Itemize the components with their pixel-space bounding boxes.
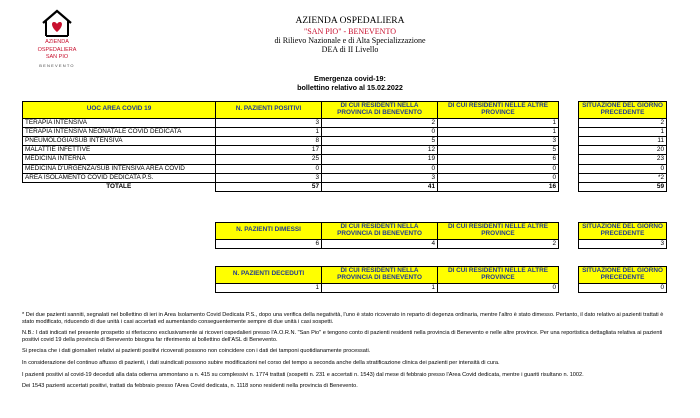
deceduti-values-row [216, 283, 667, 292]
row-prec: 11 [579, 136, 667, 145]
logo-line-4: BENEVENTO [39, 62, 75, 68]
row-bn: 3 [322, 173, 438, 182]
row-positivi: 1 [216, 127, 322, 136]
row-name: TERAPIA INTENSIVA [23, 118, 216, 127]
table-row [23, 136, 667, 145]
row-altre: 1 [438, 127, 559, 136]
deceduti-header-row [216, 267, 667, 284]
dimessi-header-row [216, 223, 667, 240]
main-table-body [23, 118, 667, 182]
dimessi-bn: 4 [322, 239, 438, 248]
table-row [23, 164, 667, 173]
dimessi-header-bn: DI CUI RESIDENTI NELLA PROVINCIA DI BENEVENTO [322, 223, 438, 240]
table-row [23, 127, 667, 136]
dimessi-header-altre: DI CUI RESIDENTI NELLE ALTRE PROVINCE [438, 223, 559, 240]
table-row [23, 146, 667, 155]
dimessi-header-count: N. PAZIENTI DIMESSI [216, 223, 322, 240]
row-altre: 5 [438, 146, 559, 155]
deceduti-header-prec: SITUAZIONE DEL GIORNO PRECEDENTE [579, 267, 667, 284]
table-row [23, 118, 667, 127]
row-altre: 0 [438, 164, 559, 173]
spacer-cell [559, 146, 579, 155]
row-bn: 19 [322, 155, 438, 164]
row-bn: 5 [322, 136, 438, 145]
dimessi-values-row [216, 239, 667, 248]
spacer-cell [559, 164, 579, 173]
house-heart-icon [40, 8, 74, 38]
spacer-cell [559, 127, 579, 136]
spacer-cell [559, 102, 579, 119]
total-bn: 41 [322, 182, 438, 191]
spacer-cell [559, 223, 579, 240]
note-paragraph: * Dei due pazienti sanniti, segnalati nel bollettino di ieri in Area Isolamento Covid Dedicata P.S., dopo una verifica della negatività, l'uno è stato ricoverato in reparto di degenza ordinaria, mentre l'altro è stato dimesso. Pertanto, il dato relativo ai pazienti trattati è stato modificato, riducendo di due unità i casi accertati ed aumentando conseguentemente sempre di due unità i casi sospetti. [22, 312, 664, 325]
col-header-positivi: N. PAZIENTI POSITIVI [216, 102, 322, 119]
spacer-cell [559, 283, 579, 292]
col-header-altre: DI CUI RESIDENTI NELLE ALTRE PROVINCE [438, 102, 559, 119]
logo-line-2: OSPEDALIERA [37, 46, 77, 53]
row-prec: *2 [579, 173, 667, 182]
hospital-logo [22, 8, 92, 70]
note-paragraph: Dei 1543 pazienti accertati positivi, trattati da febbraio presso l'Area Covid dedicata, n. 1118 sono residenti nella provincia di Benevento. [22, 383, 358, 390]
spacer-cell [559, 267, 579, 284]
row-prec: 0 [579, 164, 667, 173]
note-paragraph: N.B.: I dati indicati nel presente prospetto si riferiscono esclusivamente ai ricoveri ospedalieri presso l'A.O.R.N. "San Pio" e tengono conto di pazienti residenti nella provincia di Benevento e nelle altre province. Per una reportistica dettagliata relativa ai pazienti positivi covid 19 della provincia di Benevento bisogna far riferimento al bollettino dell'ASL di Benevento. [22, 330, 663, 343]
deceduti-altre: 0 [438, 283, 559, 292]
row-bn: 12 [322, 146, 438, 155]
logo-line-1: AZIENDA [45, 39, 69, 45]
row-positivi: 3 [216, 173, 322, 182]
row-bn: 2 [322, 118, 438, 127]
row-altre: 0 [438, 173, 559, 182]
header-line-4: DEA di II Livello [321, 45, 379, 55]
spacer-cell [559, 173, 579, 182]
header-subtitle: "SAN PIO" - BENEVENTO [304, 27, 396, 36]
spacer-cell [559, 155, 579, 164]
total-altre: 16 [438, 182, 559, 191]
row-name: PNEUMOLOGIA/SUB INTENSIVA [23, 136, 216, 145]
col-header-bn: DI CUI RESIDENTI NELLA PROVINCIA DI BENEVENTO [322, 102, 438, 119]
row-positivi: 17 [216, 146, 322, 155]
spacer-cell [559, 118, 579, 127]
spacer-cell [559, 182, 579, 191]
row-name: TERAPIA INTENSIVA NEONATALE COVID DEDICATA [23, 127, 216, 136]
row-bn: 0 [322, 127, 438, 136]
row-name: MEDICINA D'URGENZA/SUB INTENSIVA AREA COVID [23, 164, 216, 173]
notes-section [22, 312, 672, 395]
row-prec: 2 [579, 118, 667, 127]
dimessi-altre: 2 [438, 239, 559, 248]
dimessi-header-prec: SITUAZIONE DEL GIORNO PRECEDENTE [579, 223, 667, 240]
total-prec: 59 [579, 182, 667, 191]
bulletin-line-1: Emergenza covid-19: [314, 74, 386, 83]
note-paragraph: Si precisa che i dati giornalieri relativi ai pazienti positivi ricoverati possono non coincidere con i dati dei tamponi quotidianamente processati. [22, 348, 371, 355]
row-positivi: 3 [216, 118, 322, 127]
spacer-cell [559, 239, 579, 248]
deceduti-table [215, 266, 667, 293]
note-paragraph: In considerazione del continuo affusso di pazienti, i dati suindicati possono subire modificazioni nel corso del tempo a seconda anche della stratificazione clinica dei pazienti per intensità di cura. [22, 359, 500, 366]
header-title: AZIENDA OSPEDALIERA [295, 16, 405, 26]
row-positivi: 8 [216, 136, 322, 145]
row-altre: 3 [438, 136, 559, 145]
total-label: TOTALE [23, 182, 216, 191]
row-prec: 1 [579, 127, 667, 136]
row-prec: 20 [579, 146, 667, 155]
header-line-3: di Rilievo Nazionale e di Alta Specializzazione [274, 36, 426, 46]
table-row [23, 173, 667, 182]
total-row [23, 182, 667, 191]
main-table-header-row [23, 102, 667, 119]
dimessi-count: 6 [216, 239, 322, 248]
row-name: MALATTIE INFETTIVE [23, 146, 216, 155]
document-header [200, 16, 500, 55]
row-positivi: 25 [216, 155, 322, 164]
deceduti-header-count: N. PAZIENTI DECEDUTI [216, 267, 322, 284]
row-name: MEDICINA INTERNA [23, 155, 216, 164]
table-row [23, 155, 667, 164]
deceduti-header-bn: DI CUI RESIDENTI NELLA PROVINCIA DI BENEVENTO [322, 267, 438, 284]
row-altre: 6 [438, 155, 559, 164]
col-header-uoc: UOC AREA COVID 19 [23, 102, 216, 119]
deceduti-header-altre: DI CUI RESIDENTI NELLE ALTRE PROVINCE [438, 267, 559, 284]
row-name: AREA ISOLAMENTO COVID DEDICATA P.S. [23, 173, 216, 182]
bulletin-heading [200, 74, 500, 92]
dimessi-prec: 3 [579, 239, 667, 248]
row-prec: 23 [579, 155, 667, 164]
row-positivi: 0 [216, 164, 322, 173]
row-altre: 1 [438, 118, 559, 127]
deceduti-prec: 0 [579, 283, 667, 292]
total-positivi: 57 [216, 182, 322, 191]
note-paragraph: I pazienti positivi al covid-19 deceduti alla data odierna ammontano a n. 415 su complessivi n. 1774 trattati (sospetti n. 231 e accertati n. 1543) dal mese di febbraio presso l'Area Covid dedicata, mentre i guariti risultano n. 1002. [22, 371, 584, 378]
logo-line-3: SAN PIO [45, 54, 69, 60]
main-table [22, 101, 667, 192]
spacer-cell [559, 136, 579, 145]
bulletin-line-2: bollettino relativo al 15.02.2022 [297, 83, 403, 92]
col-header-prec: SITUAZIONE DEL GIORNO PRECEDENTE [579, 102, 667, 119]
deceduti-bn: 1 [322, 283, 438, 292]
deceduti-count: 1 [216, 283, 322, 292]
dimessi-table [215, 222, 667, 249]
row-bn: 0 [322, 164, 438, 173]
